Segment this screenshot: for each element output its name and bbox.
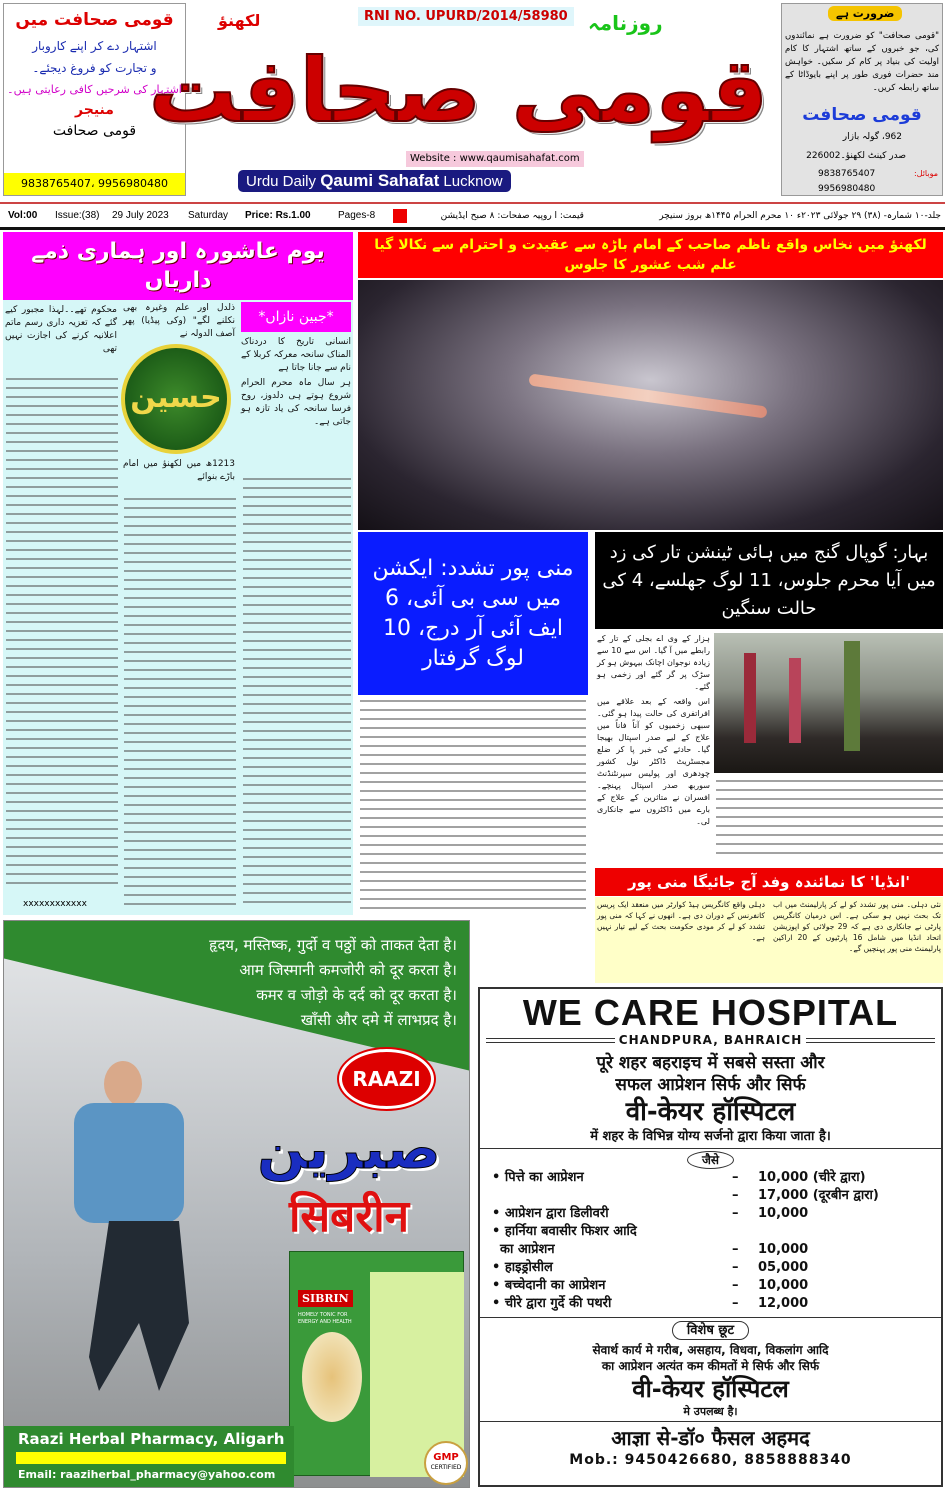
manipur-body-text	[360, 697, 586, 915]
right-box-paper: قومی صحافت	[802, 105, 922, 125]
red-square-marker	[393, 209, 407, 223]
hospital-title: WE CARE HOSPITAL	[522, 992, 899, 1033]
roznama-label: روزنامہ	[588, 11, 663, 35]
editorial-right-snippets	[241, 336, 351, 429]
rule-left	[486, 1038, 615, 1043]
left-ad-manager: منیجر	[75, 102, 114, 118]
wanted-badge: ضرورت ہے	[828, 6, 902, 21]
editorial-snippet-1: انسانی تاریخ کا دردناک المناک سانحہ معرکہ کربلا کے نام سے جانا جاتا ہے	[241, 337, 351, 373]
service-row: • बच्चेदानी का आप्रेशन – 10,000	[492, 1278, 809, 1293]
india-headline-text: 'انڈیا' کا نمائندہ وفد آج جائیگا منی پور	[628, 873, 910, 891]
tazia-2	[789, 658, 801, 743]
price: Price: Rs.1.00	[245, 210, 311, 221]
editorial-headline	[3, 232, 353, 300]
product-herbs-image	[302, 1332, 362, 1422]
hospital-ad	[478, 987, 943, 1487]
product-box-tagline: HOMELY TONIC FOR ENERGY AND HEALTH	[298, 1312, 352, 1325]
service-row: • हाइड्रोसील – 05,000	[492, 1260, 809, 1275]
pharmacy-footer	[4, 1426, 294, 1488]
english-title	[238, 170, 511, 192]
bihar-snippet-2: اس واقعہ کے بعد علاقے میں افراتفری کی حالت پیدا ہو گئی۔ سبھی زخمیوں کو آناً فاناً میں علاج کے لیے صدر اسپتال بھیجا گیا۔ حادثے کی خبر پا کر ضلع مجسٹریٹ ڈاکٹر نول کشور چودھری اور پولیس سپرنٹنڈنٹ سوربھ صدر اسپتال پہنچے۔ افسران نے متاثرین کے علاج کے بارے میں ڈاکٹروں سے جانکاری لی۔	[597, 697, 710, 826]
service-row	[492, 1223, 929, 1241]
left-ad-line2: اشتہار دے کر اپنے کاروبار	[32, 39, 157, 53]
volume: Vol:00	[8, 210, 38, 221]
bihar-snippets	[597, 633, 710, 828]
service-name: • हाइड्रोसील	[492, 1260, 553, 1275]
editorial-headline-text: یوم عاشورہ اور ہماری ذمے داریاں	[31, 239, 325, 293]
lucknow-procession-photo	[358, 280, 943, 530]
rni-number: RNI NO. UPURD/2014/58980	[358, 7, 574, 26]
service-price: 10,000	[758, 1278, 809, 1293]
mobile-label: موبائل:	[913, 169, 938, 178]
doctor-name: आज्ञा से-डॉ० फैसल अहमद	[611, 1426, 810, 1450]
service-name: • आप्रेशन द्वारा डिलीवरी	[492, 1206, 609, 1221]
service-name: का आप्रेशन	[500, 1242, 555, 1257]
product-name-urdu: صبرین	[257, 1117, 441, 1182]
manipur-headline-text: منی پور تشدد: ایکشن میں سی بی آئی، 6 ایف آئی آر درج، 10 لوگ گرفتار	[372, 555, 574, 671]
hospital-intro-1: पूरे शहर बहराइच में सबसे सस्ता और	[596, 1053, 825, 1073]
weekday: Saturday	[188, 210, 229, 221]
gmp-text: GMP	[433, 1452, 459, 1463]
yellow-strip	[16, 1452, 286, 1464]
editorial-snippet-4: ذلدل اور علم وغیرہ بھی نکلنے لگے" (وکی پیڈیا) پھر آصف الدولہ نے	[123, 303, 235, 339]
gmp-seal	[424, 1441, 468, 1485]
hospital-location	[480, 1033, 941, 1048]
runner-legs	[89, 1221, 189, 1391]
raazi-logo-text: RAAZI	[352, 1067, 421, 1091]
urdu-price: قیمت: ا روپیہ صفحات: ۸ صبح ایڈیشن	[440, 210, 584, 221]
service-price: 17,000 (दूरबीन द्वारा)	[758, 1188, 879, 1203]
benefit-1: हृदय, मस्तिष्क, गुर्दो व पठ्ठों को ताकत देता है।	[209, 936, 457, 954]
issue: Issue:(38)	[55, 210, 100, 221]
left-ad-line4: اشتہار کی شرحیں کافی رعایتی ہیں۔	[7, 83, 182, 96]
rule-right	[806, 1038, 935, 1043]
lucknow-headline-text: لکھنؤ میں نخاس واقع ناظم صاحب کے امام باڑہ سے عقیدت و احترام سے نکالا گیا علم شب عشور کا جلوس	[374, 237, 927, 273]
english-title-post: Lucknow	[443, 173, 503, 190]
left-ad-line1: قومی صحافت میں	[15, 10, 174, 30]
bihar-snippet-1: ہزار کے وی اے بجلی کے تار کے رابطے میں آ گیا۔ اس سے 10 سے زیادہ نوجوان اچانک بیہوش ہو کر سڑک پر گر گئے اور زخمی ہو گئے۔	[597, 634, 710, 691]
date: 29 July 2023	[112, 210, 169, 221]
city-label: لکھنؤ	[218, 11, 261, 30]
special-line-2: का आप्रेशन अत्यंत कम कीमतों मे सिर्फ और सिर्फ	[601, 1359, 820, 1373]
header-rule	[0, 202, 945, 204]
dateline-bar	[0, 205, 945, 226]
raazi-logo	[339, 1049, 434, 1109]
tazia-1	[744, 653, 756, 743]
gmp-certified: CERTIFIED	[430, 1464, 462, 1471]
service-name: • चीरे द्वारा गुर्दे की पथरी	[492, 1296, 612, 1311]
phone1: 9838765407	[818, 169, 876, 179]
editorial-body	[3, 300, 353, 915]
product-box-label: SIBRIN	[298, 1290, 353, 1307]
newspaper-title: قومی صحافت	[148, 39, 768, 142]
india-snippet-1: نئی دہلی۔ منی پور تشدد کو لے کر پارلیمنٹ میں اب تک بحث نہیں ہو سکی ہے۔ اس درمیان کانگریس پارٹی نے جانکاری دی ہے کہ 29 جولائی کو اپوزیشن اتحاد انڈیا میں شامل 16 پارٹیوں کے 20 اراکین پارلیمنٹ منی پور پہنچیں گے۔	[773, 900, 941, 953]
tazia-3	[844, 641, 860, 751]
special-divider	[480, 1317, 941, 1318]
lucknow-headline	[358, 232, 943, 278]
hospital-intro-3: में शहर के विभिन्न योग्य सर्जनो द्वारा किया जाता है।	[480, 1128, 941, 1149]
header-right-notice-box	[781, 3, 943, 196]
india-headline	[595, 868, 943, 896]
pharmacy-name: Raazi Herbal Pharmacy, Aligarh	[18, 1430, 285, 1448]
service-row: • पित्ते का आप्रेशन – 10,000 (चीरे द्वारा)	[492, 1170, 866, 1185]
english-title-main: Qaumi Sahafat	[320, 171, 440, 190]
author-name: *جبین نازاں*	[258, 309, 334, 325]
benefit-4: खाँसी और दमे में लाभप्रद है।	[300, 1011, 457, 1029]
india-body	[595, 897, 943, 983]
address-line2: صدر کینٹ لکھنؤ۔226002	[806, 151, 906, 161]
bihar-headline	[595, 532, 943, 629]
sibrin-ad	[3, 920, 470, 1488]
service-row: – 17,000 (दूरबीन द्वारा)	[492, 1187, 929, 1205]
service-name	[492, 1187, 732, 1205]
runner-head	[104, 1061, 142, 1107]
benefit-3: कमर व जोड़ो के दर्द को दूर करता है।	[256, 986, 457, 1004]
jaise-label: जैसे	[687, 1151, 734, 1169]
bihar-headline-text: بہار: گوپال گنج میں ہائی ٹینشن تار کی زد میں آیا محرم جلوس، 11 لوگ جھلسے، 4 کی حالت سنگین	[602, 541, 936, 619]
benefit-2: आम जिस्मानी कमजोरी को दूर करता है।	[239, 961, 457, 979]
hospital-mobile: Mob.: 9450426680, 8858888340	[569, 1452, 852, 1468]
service-row: का आप्रेशन – 10,000	[492, 1241, 929, 1259]
runner-figure	[64, 1061, 214, 1411]
ad-benefits	[209, 933, 457, 1033]
editorial-snippet-5: 1213ھ میں لکھنؤ میں امام باڑے بنوائے	[123, 459, 235, 482]
service-row: • चीरे द्वारा गुर्दे की पथरी – 12,000	[492, 1296, 809, 1311]
services-list	[480, 1169, 941, 1313]
manipur-headline	[358, 532, 588, 695]
hospital-intro-2: सफल आप्रेशन सिर्फ और सिर्फ	[615, 1075, 806, 1095]
left-ad-phones: 9956980480 ،9838765407	[4, 173, 185, 195]
editorial-snippet-2: ہر سال ماہ محرم الحرام شروع ہوتے ہی دلدوز، روح فرسا سانحہ کی یاد تازہ ہو جاتی ہے۔	[241, 378, 351, 427]
hospital-name-hindi-2: वी-केयर हॉस्पिटल	[632, 1375, 789, 1403]
editorial-end-mark: xxxxxxxxxxxx	[23, 899, 87, 909]
pages: Pages-8	[338, 210, 376, 221]
left-ad-paper: قومی صحافت	[52, 123, 137, 139]
masthead	[148, 3, 778, 196]
logo-text: حسین	[130, 380, 222, 415]
service-price: 10,000	[758, 1242, 809, 1257]
editorial-snippet-3: محکوم تھے۔۔لہذا مجبور کیے گئے کہ تعزیہ داری رسم ماتم اعلانیہ کرنے کی اجازت نہیں تھی	[5, 305, 117, 354]
pharmacy-email: Email: raaziherbal_pharmacy@yahoo.com	[18, 1468, 276, 1481]
wanted-text: "قومی صحافت" کو ضرورت ہے نمائندوں کی، جو خبروں کے ساتھ اشتہار کا کام اولیت کی بنیاد پر کام کر سکیں۔ خواہش مند حضرات فوری طور پر اپنے بایوڈاٹا کے ساتھ رابطہ کریں۔	[785, 31, 939, 93]
service-name: • बच्चेदानी का आप्रेशन	[492, 1278, 606, 1293]
product-name-hindi: सिबरीन	[288, 1191, 410, 1242]
service-name: • पित्ते का आप्रेशन	[492, 1170, 584, 1185]
service-price: 12,000	[758, 1296, 809, 1311]
service-price: 10,000	[758, 1206, 809, 1221]
website: Website : www.qaumisahafat.com	[406, 151, 584, 167]
editorial-text-col-right	[243, 475, 351, 910]
special-line-1: सेवार्थ कार्य मे गरीब, असहाय, विधवा, विकलांग आदि	[592, 1343, 829, 1357]
bihar-procession-photo	[714, 633, 943, 773]
bihar-body-text	[716, 777, 943, 857]
india-snippet-2: دہلی واقع کانگریس ہیڈ کوارٹر میں منعقد ایک پریس کانفرنس کے دوران دی ہے۔ انھوں نے کہا کہ منی پور تشدد کو لے کر مودی حکومت بحث کے لیے تیار نہیں ہے۔	[597, 900, 765, 942]
service-row: • आप्रेशन द्वारा डिलीवरी – 10,000	[492, 1206, 809, 1221]
location-text: CHANDPURA, BAHRAICH	[618, 1033, 803, 1047]
special-label: विशेष छूट	[672, 1321, 749, 1340]
author-box	[241, 302, 351, 332]
editorial-text-col-mid	[124, 495, 236, 910]
dateline-rule	[0, 227, 945, 230]
hospital-name-hindi: वी-केयर हॉस्पिटल	[625, 1097, 796, 1127]
phone2: 9956980480	[818, 184, 876, 194]
service-price: 10,000 (चीरे द्वारा)	[758, 1170, 866, 1185]
left-ad-line3: و تجارت کو فروغ دیجئے۔	[32, 61, 157, 75]
service-name: • हार्निया बवासीर फिशर आदि	[492, 1224, 637, 1239]
urdu-date: جلد-۱۰ شمارہ- (۳۸) ۲۹ جولائی ۲۰۲۳ء ۱۰ محرم الحرام ۱۴۴۵ھ بروز سنیچر	[659, 210, 941, 221]
available-text: मे उपलब्ध है।	[480, 1404, 941, 1422]
alam-standard	[528, 373, 767, 418]
hussain-calligraphy-logo	[121, 344, 231, 454]
address-line1: 962، گولہ بازار	[842, 132, 902, 142]
urdu-dateline-group	[414, 205, 941, 226]
editorial-text-col-left	[6, 375, 118, 890]
runner-shirt	[74, 1103, 184, 1223]
english-title-pre: Urdu Daily	[246, 173, 317, 190]
service-price: 05,000	[758, 1260, 809, 1275]
